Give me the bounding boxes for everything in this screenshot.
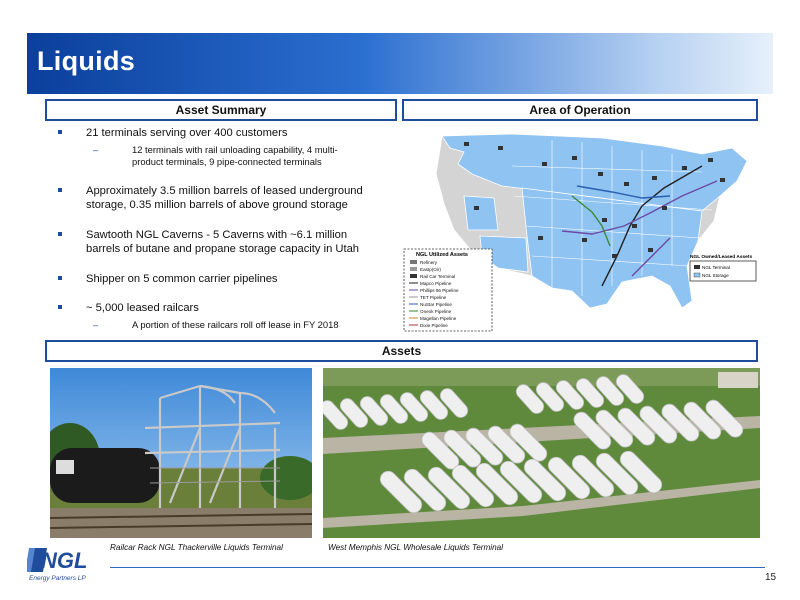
footer-divider xyxy=(110,567,765,568)
bullet-marker xyxy=(58,276,62,280)
title-bar xyxy=(27,33,773,94)
page-number: 15 xyxy=(765,572,777,583)
asset-summary-list xyxy=(58,126,368,340)
us-map-graphic xyxy=(402,126,760,334)
bullet-text: Approximately 3.5 million barrels of leased underground storage, 0.35 million barrels of above ground storage xyxy=(86,184,363,211)
svg-text:Dixie Pipeline: Dixie Pipeline xyxy=(420,323,448,328)
page-title: Liquids xyxy=(37,46,136,76)
sub-bullet-item xyxy=(58,144,368,168)
bullet-text: ~ 5,000 leased railcars xyxy=(86,302,199,314)
bullet-marker xyxy=(58,188,62,192)
svg-text:Phillips 66 Pipeline: Phillips 66 Pipeline xyxy=(420,288,459,293)
svg-text:Eastp(Oir): Eastp(Oir) xyxy=(420,267,441,272)
legend-owned-storage: NGL Storage xyxy=(702,273,729,278)
sub-bullet-text: A portion of these railcars roll off lease in FY 2018 xyxy=(132,318,339,330)
sub-bullet-item xyxy=(58,319,368,331)
area-of-operation-label: Area of Operation xyxy=(529,103,631,117)
legend-owned-terminal: NGL Terminal xyxy=(702,265,730,270)
ngl-logo xyxy=(27,544,107,584)
bullet-item xyxy=(58,301,368,331)
caption-west-memphis: West Memphis NGL Wholesale Liquids Terminal xyxy=(328,543,504,552)
railcar-rack-photo xyxy=(50,368,312,538)
logo-text: NGL xyxy=(41,548,88,573)
operations-map xyxy=(402,126,760,334)
legend-owned-box xyxy=(690,261,756,281)
svg-text:Rail Car Terminal: Rail Car Terminal xyxy=(420,274,456,279)
bullet-item xyxy=(58,126,368,168)
bullet-text: Shipper on 5 common carrier pipelines xyxy=(86,272,278,285)
svg-text:Oneok Pipeline: Oneok Pipeline xyxy=(420,309,452,314)
bullet-text: Sawtooth NGL Caverns - 5 Caverns with ~6.1 million barrels of butane and propane storage capacity in Utah xyxy=(86,228,360,255)
ngl-storage-swatch xyxy=(694,273,700,277)
highlight-utah xyxy=(464,196,498,230)
caption-railcar-rack: Railcar Rack NGL Thackerville Liquids Terminal xyxy=(110,543,283,552)
svg-text:TET Pipeline: TET Pipeline xyxy=(420,295,447,300)
svg-text:Magellan Pipeline: Magellan Pipeline xyxy=(420,316,457,321)
svg-text:NuStar Pipeline: NuStar Pipeline xyxy=(420,302,452,307)
asset-summary-label: Asset Summary xyxy=(175,103,267,117)
svg-text:Mapco Pipeline: Mapco Pipeline xyxy=(420,281,452,286)
bullet-marker xyxy=(58,232,62,236)
legend-utilized-title: NGL Utilized Assets xyxy=(416,252,468,258)
bullet-text: 21 terminals serving over 400 customers xyxy=(86,127,288,139)
sub-bullet-text: 12 terminals with rail unloading capability, 4 multi-product terminals, 9 pipe-connected terminals xyxy=(132,143,338,167)
bullet-item xyxy=(58,228,368,257)
legend-owned-title: NGL Owned/Leased Assets xyxy=(690,255,753,260)
bullet-item xyxy=(58,184,368,213)
area-of-operation-header xyxy=(402,99,758,121)
tank-farm-photo xyxy=(323,368,760,538)
dash-marker: – xyxy=(93,143,99,155)
logo-subtitle: Energy Partners LP xyxy=(29,575,86,582)
bullet-marker xyxy=(58,130,62,134)
dash-marker: – xyxy=(93,318,99,330)
assets-label: Assets xyxy=(381,344,422,358)
asset-summary-header xyxy=(45,99,397,121)
assets-header xyxy=(45,340,758,362)
bullet-item xyxy=(58,272,368,287)
bullet-marker xyxy=(58,305,62,309)
ngl-terminal-swatch xyxy=(694,265,700,269)
svg-text:Refinery: Refinery xyxy=(420,260,438,265)
